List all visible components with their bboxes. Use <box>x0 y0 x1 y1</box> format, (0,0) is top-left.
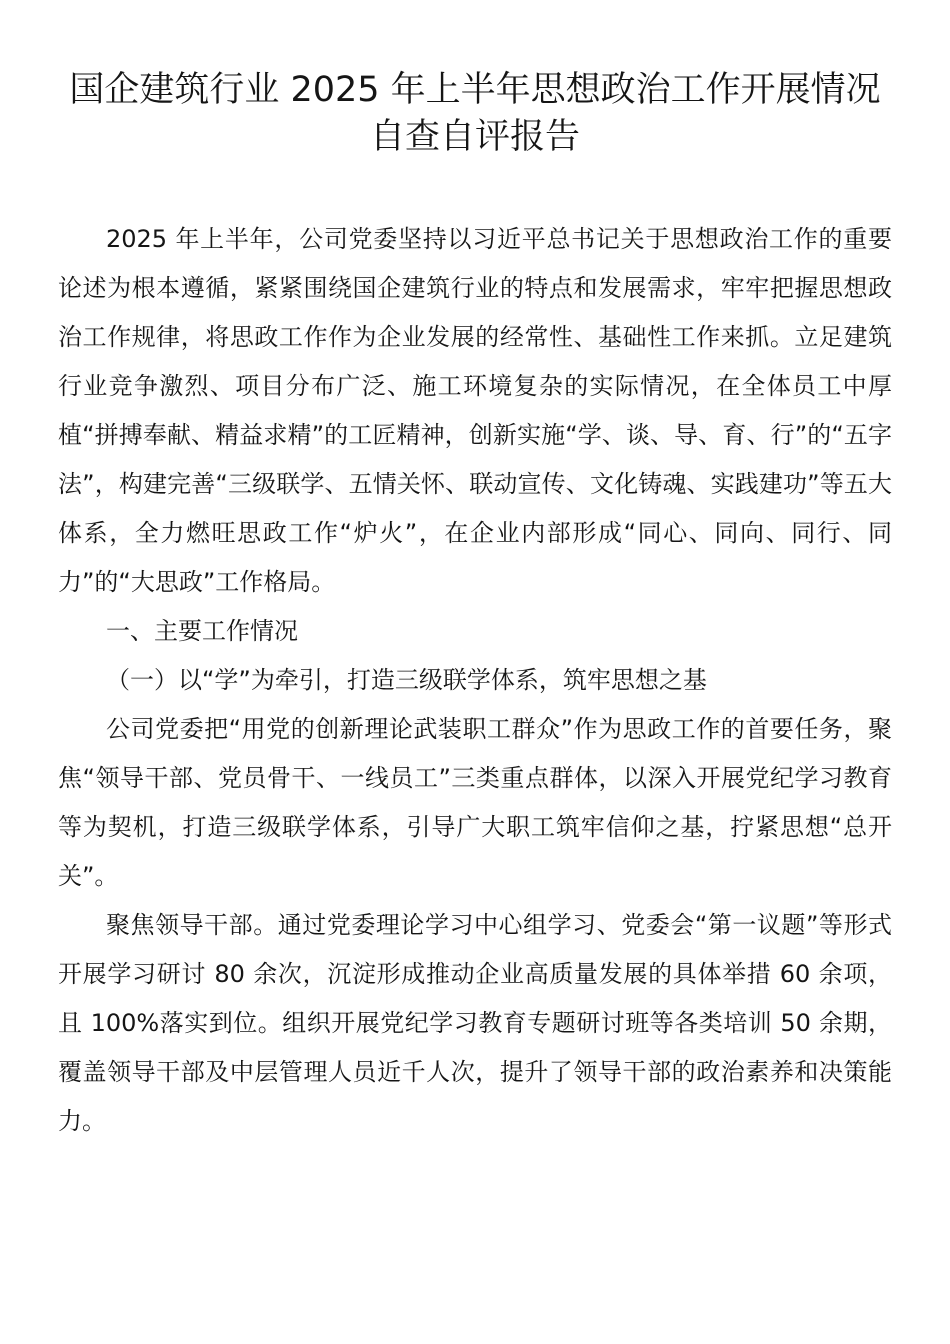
subsection-heading-study: （一）以“学”为牵引，打造三级联学体系，筑牢思想之基 <box>106 666 707 694</box>
section-heading-main-work: 一、主要工作情况 <box>106 617 298 645</box>
document-title-line-1: 国企建筑行业 2025 年上半年思想政治工作开展情况 <box>69 70 881 110</box>
study-system-paragraph: 公司党委把“用党的创新理论武装职工群众”作为思政工作的首要任务，聚焦“领导干部、党员骨干、一线员工”三类重点群体，以深入开展党纪学习教育等为契机，打造三级联学体系，引导广大职工筑牢信仰之基，拧紧思想“总开关”。 <box>58 715 892 890</box>
document-title-line-2: 自查自评报告 <box>369 117 580 157</box>
intro-paragraph: 2025 年上半年，公司党委坚持以习近平总书记关于思想政治工作的重要论述为根本遵循，紧紧围绕国企建筑行业的特点和发展需求，牢牢把握思想政治工作规律，将思政工作作为企业发展的经常性、基础性工作来抓。立足建筑行业竞争激烈、项目分布广泛、施工环境复杂的实际情况，在全体员工中厚植“拼搏奉献、精益求精”的工匠精神，创新实施“学、谈、导、育、行”的“五字法”，构建完善“三级联学、五情关怀、联动宣传、文化铸魂、实践建功”等五大体系，全力燃旺思政工作“炉火”，在企业内部形成“同心、同向、同行、同力”的“大思政”工作格局。 <box>58 225 892 596</box>
leadership-focus-paragraph: 聚焦领导干部。通过党委理论学习中心组学习、党委会“第一议题”等形式开展学习研讨 80 余次，沉淀形成推动企业高质量发展的具体举措 60 余项，且 100%落实到位。组织开展党纪学习教育专题研讨班等各类培训 50 余期，覆盖领导干部及中层管理人员近千人次，提升了领导干部的政治素养和决策能力。 <box>58 911 892 1135</box>
document-body <box>58 215 892 1146</box>
